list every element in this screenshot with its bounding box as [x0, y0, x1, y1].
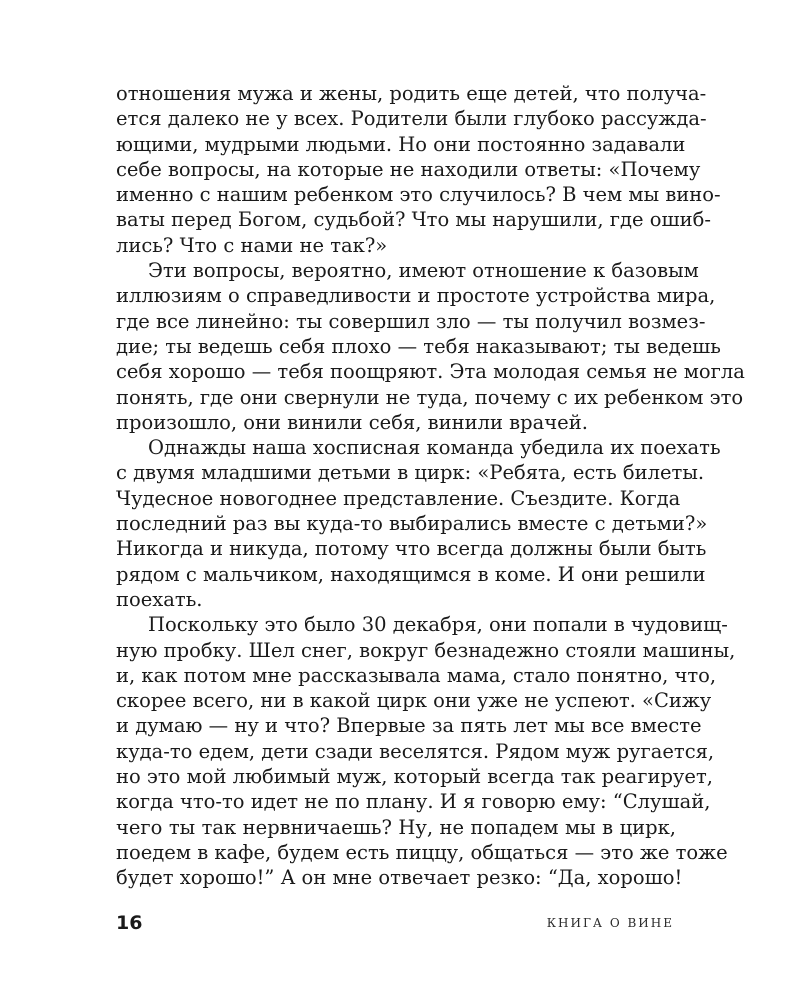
text-line: отношения мужа и жены, родить еще детей, что получа- [116, 82, 707, 105]
text-line: с двумя младшими детьми в цирк: «Ребята, есть билеты. [116, 461, 705, 485]
text-line: последний раз вы куда-то выбирались вместе с детьми?» [116, 512, 708, 536]
text-line: дие; ты ведешь себя плохо — тебя наказывают; ты ведешь [116, 334, 721, 358]
text-line: Чудесное новогоднее представление. Съездите. Когда [116, 486, 681, 510]
page-number: 16 [116, 912, 143, 934]
text-line: Однажды наша хосписная команда убедила их поехать [148, 436, 721, 460]
text-line: и думаю — ну и что? Впервые за пять лет мы все вместе [116, 714, 702, 738]
paragraph [116, 81, 721, 258]
text-line: Никогда и никуда, потому что всегда должны были быть [116, 537, 707, 561]
text-line: произошло, они винили себя, винили врачей. [116, 410, 588, 434]
text-line: скорее всего, ни в какой цирк они уже не успеют. «Сижу [116, 689, 712, 713]
text-line: но это мой любимый муж, который всегда так реагирует, [116, 765, 713, 789]
running-title: КНИГА О ВИНЕ [546, 916, 674, 930]
body-text [116, 81, 745, 891]
text-line: когда что-то идет не по плану. И я говорю ему: “Слушай, [116, 790, 711, 814]
text-line: куда-то едем, дети сзади веселятся. Рядом муж ругается, [116, 739, 715, 763]
text-line: ется далеко не у всех. Родители были глубоко рассужда- [116, 107, 707, 131]
text-line: и, как потом мне рассказывала мама, стало понятно, что, [116, 663, 717, 687]
text-line: ваты перед Богом, судьбой? Что мы нарушили, где ошиб- [116, 208, 711, 232]
text-line: иллюзиям о справедливости и простоте устройства мира, [116, 284, 716, 308]
paragraph [116, 258, 745, 435]
text-line: лись? Что с нами не так?» [116, 233, 388, 257]
text-line: будет хорошо!” А он мне отвечает резко: “Да, хорошо! [116, 866, 683, 890]
text-line: где все линейно: ты совершил зло — ты получил возмез- [116, 309, 706, 333]
text-line: Поскольку это было 30 декабря, они попали в чудовищ- [148, 613, 728, 637]
text-line: Эти вопросы, вероятно, имеют отношение к базовым [148, 259, 699, 283]
text-line: поехать. [116, 587, 203, 611]
page-footer [116, 909, 674, 937]
text-line: поедем в кафе, будем есть пиццу, общаться — это же тоже [116, 840, 728, 864]
text-line: чего ты так нервничаешь? Ну, не попадем мы в цирк, [116, 815, 676, 839]
text-line: себе вопросы, на которые не находили ответы: «Почему [116, 157, 701, 181]
text-line: ющими, мудрыми людьми. Но они постоянно задавали [116, 132, 686, 156]
paragraph [116, 435, 721, 612]
text-line: себя хорошо — тебя поощряют. Эта молодая семья не могла [116, 360, 745, 384]
text-line: ную пробку. Шел снег, вокруг безнадежно стояли машины, [116, 638, 736, 662]
paragraph [116, 612, 736, 890]
text-line: именно с нашим ребенком это случилось? В чем мы вино- [116, 183, 721, 207]
text-line: рядом с мальчиком, находящимся в коме. И они решили [116, 562, 706, 586]
text-line: понять, где они свернули не туда, почему с их ребенком это [116, 385, 744, 409]
